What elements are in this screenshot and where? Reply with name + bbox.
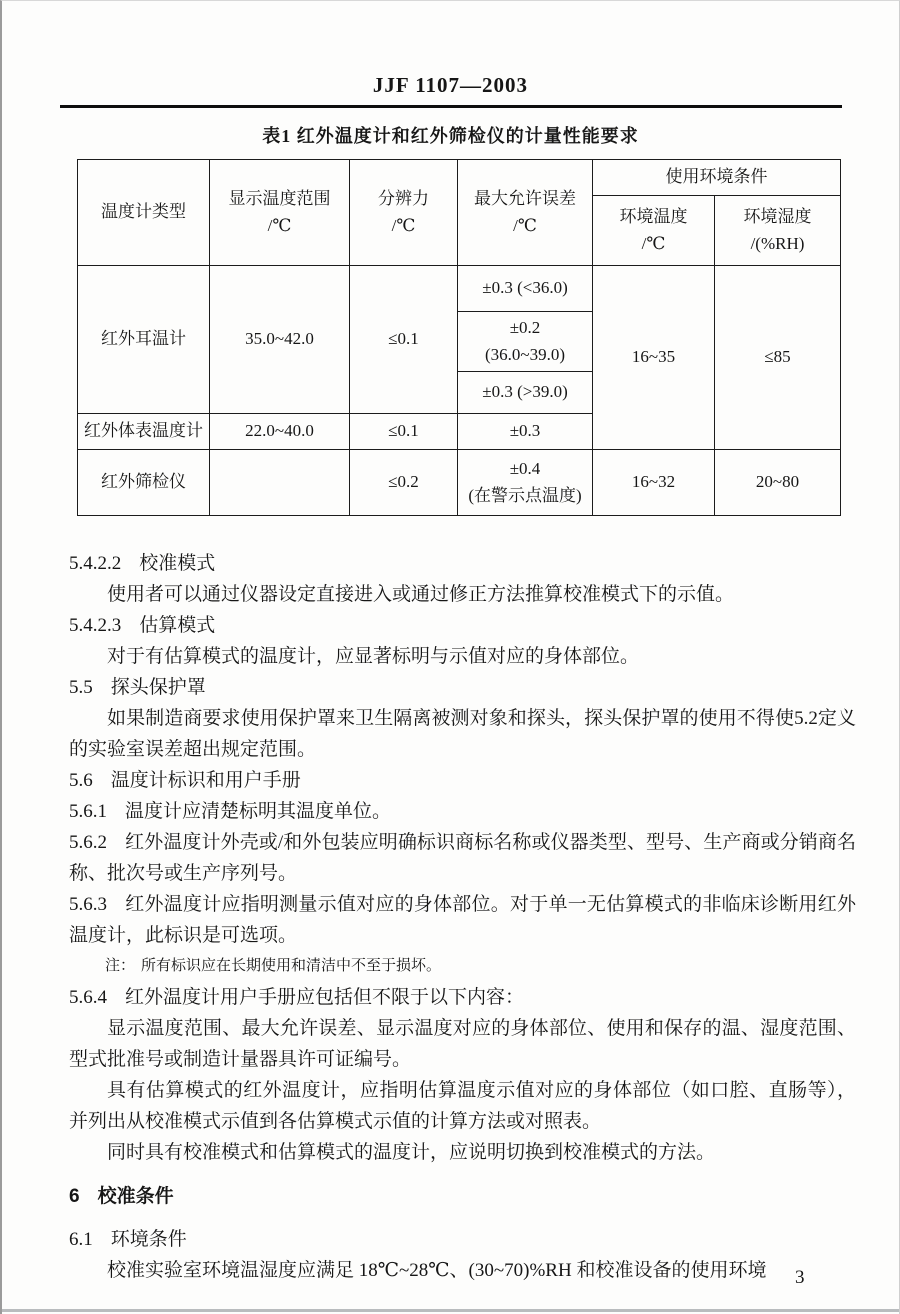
cell-surface-type: 红外体表温度计: [78, 414, 210, 450]
section-5-4-2-3-paragraph: 对于有估算模式的温度计，应显著标明与示值对应的身体部位。: [107, 646, 640, 667]
table-title: 表1 红外温度计和红外筛检仪的计量性能要求: [262, 126, 639, 146]
section-5-6-2: 5.6.2 红外温度计外壳或/和外包装应明确标识商标名称或仪器类型、型号、生产商或分销商名称、批次号或生产序列号。: [69, 832, 856, 884]
scan-bottom-edge: [2, 1309, 899, 1312]
section-5-6-3: 5.6.3 红外温度计应指明测量示值对应的身体部位。对于单一无估算模式的非临床诊断用红外温度计，此标识是可选项。: [69, 894, 856, 946]
cell-shared-env-humidity: ≤85: [715, 266, 841, 450]
cell-ear-type: 红外耳温计: [78, 266, 210, 414]
section-5-6-4-paragraph-2: 具有估算模式的红外温度计，应指明估算温度示值对应的身体部位（如口腔、直肠等），并列出从校准模式示值到各估算模式示值的计算方法或对照表。: [69, 1080, 856, 1132]
th-thermometer-type: 温度计类型: [78, 160, 210, 266]
table-row-screener: [78, 450, 841, 516]
section-note: 注： 所有标识应在长期使用和清洁中不至于损坏。: [105, 958, 442, 974]
section-6-heading: 6 校准条件: [69, 1186, 174, 1207]
th-env-conditions-group: 使用环境条件: [593, 160, 841, 196]
body-text: [69, 548, 856, 1286]
header-rule: [60, 105, 842, 108]
section-5-4-2-3-heading: 5.4.2.3 估算模式: [69, 615, 216, 636]
cell-screener-env-temp: 16~32: [593, 450, 715, 516]
section-5-6-4-paragraph-3: 同时具有校准模式和估算模式的温度计，应说明切换到校准模式的方法。: [107, 1142, 716, 1163]
cell-ear-range: 35.0~42.0: [210, 266, 350, 414]
cell-ear-resolution: ≤0.1: [350, 266, 458, 414]
section-5-5-heading: 5.5 探头保护罩: [69, 677, 206, 698]
page-number: 3: [795, 1267, 805, 1288]
cell-screener-type: 红外筛检仪: [78, 450, 210, 516]
th-env-temperature: 环境温度 /℃: [593, 196, 715, 266]
section-6-1-paragraph: 校准实验室环境温湿度应满足 18℃~28℃、(30~70)%RH 和校准设备的使用环境: [107, 1260, 767, 1281]
cell-screener-resolution: ≤0.2: [350, 450, 458, 516]
section-5-6-4-paragraph-1: 显示温度范围、最大允许误差、显示温度对应的身体部位、使用和保存的温、湿度范围、型式批准号或制造计量器具许可证编号。: [69, 1018, 856, 1070]
section-5-6-heading: 5.6 温度计标识和用户手册: [69, 770, 301, 791]
cell-surface-resolution: ≤0.1: [350, 414, 458, 450]
section-5-4-2-2-paragraph: 使用者可以通过仪器设定直接进入或通过修正方法推算校准模式下的示值。: [107, 584, 735, 605]
th-resolution: 分辨力 /℃: [350, 160, 458, 266]
document-code: JJF 1107—2003: [372, 73, 529, 97]
section-6-1-heading: 6.1 环境条件: [69, 1229, 187, 1250]
cell-surface-range: 22.0~40.0: [210, 414, 350, 450]
cell-ear-mpe-36to39: ±0.2 (36.0~39.0): [458, 312, 593, 372]
cell-ear-mpe-above39: ±0.3 (>39.0): [458, 372, 593, 414]
cell-screener-mpe: ±0.4 (在警示点温度): [458, 450, 593, 516]
section-5-5-paragraph: 如果制造商要求使用保护罩来卫生隔离被测对象和探头，探头保护罩的使用不得使5.2定义的实验室误差超出规定范围。: [69, 708, 856, 760]
cell-screener-range: [210, 450, 350, 516]
th-env-humidity: 环境湿度 /(%RH): [715, 196, 841, 266]
table-row-ear-thermometer: [78, 266, 841, 312]
cell-ear-mpe-below36: ±0.3 (<36.0): [458, 266, 593, 312]
cell-screener-env-humidity: 20~80: [715, 450, 841, 516]
th-display-range: 显示温度范围 /℃: [210, 160, 350, 266]
th-max-permissible-error: 最大允许误差 /℃: [458, 160, 593, 266]
cell-shared-env-temp: 16~35: [593, 266, 715, 450]
performance-table: [77, 159, 841, 516]
section-5-6-4: 5.6.4 红外温度计用户手册应包括但不限于以下内容：: [69, 987, 525, 1008]
section-5-6-1: 5.6.1 温度计应清楚标明其温度单位。: [69, 801, 392, 822]
cell-surface-mpe: ±0.3: [458, 414, 593, 450]
section-5-4-2-2-heading: 5.4.2.2 校准模式: [69, 553, 216, 574]
